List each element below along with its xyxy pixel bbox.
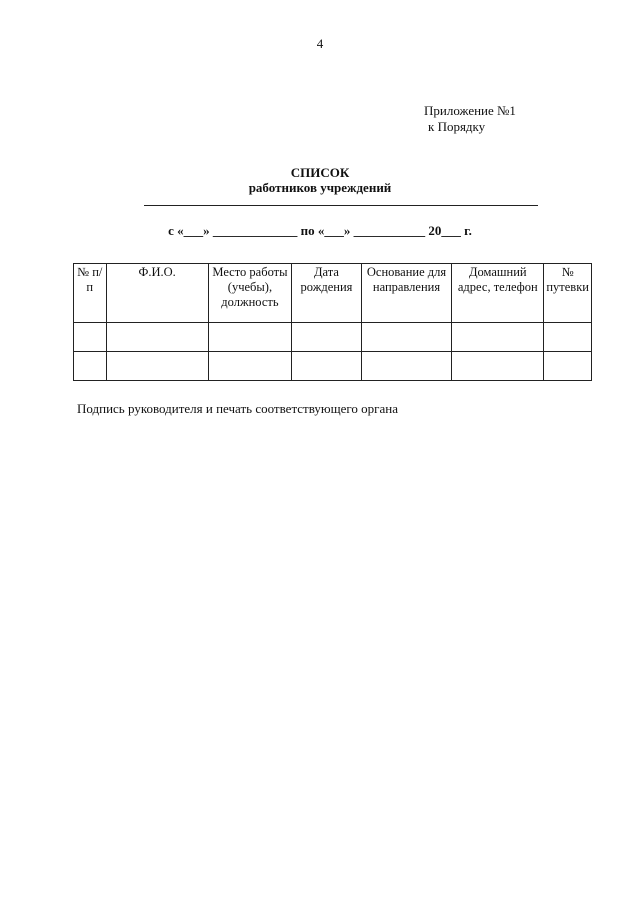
header-basis: Основание для направления <box>361 264 451 323</box>
appendix-line-2: к Порядку <box>428 119 486 134</box>
header-full-name: Ф.И.О. <box>106 264 208 323</box>
table-cell <box>544 323 592 352</box>
table-cell <box>208 352 291 381</box>
table-cell <box>106 352 208 381</box>
table-row <box>74 352 592 381</box>
table-cell <box>544 352 592 381</box>
table-cell <box>361 323 451 352</box>
header-number: № п/п <box>74 264 107 323</box>
table-cell <box>74 352 107 381</box>
appendix-note <box>424 103 516 135</box>
table-header-row <box>74 264 592 323</box>
employee-list-table <box>73 263 592 381</box>
table-cell <box>452 323 544 352</box>
table-cell <box>74 323 107 352</box>
document-title <box>0 165 640 195</box>
signature-line: Подпись руководителя и печать соответствующего органа <box>77 401 399 416</box>
header-workplace: Место работы (учебы), должность <box>208 264 291 323</box>
header-voucher-number: № путевки <box>544 264 592 323</box>
table-cell <box>208 323 291 352</box>
table-row <box>74 323 592 352</box>
title-underline <box>144 205 538 206</box>
title-subtitle: работников учреждений <box>248 180 392 195</box>
table-cell <box>292 352 362 381</box>
table-cell <box>452 352 544 381</box>
page-number: 4 <box>316 36 324 51</box>
header-address-phone: Домашний адрес, телефон <box>452 264 544 323</box>
title-main: СПИСОК <box>290 165 350 180</box>
table-cell <box>361 352 451 381</box>
table-cell <box>106 323 208 352</box>
header-birth-date: Дата рождения <box>292 264 362 323</box>
table-cell <box>292 323 362 352</box>
period-line: с «___» _____________ по «___» ___________ 20___ г. <box>168 223 472 238</box>
appendix-line-1: Приложение №1 <box>424 103 516 118</box>
